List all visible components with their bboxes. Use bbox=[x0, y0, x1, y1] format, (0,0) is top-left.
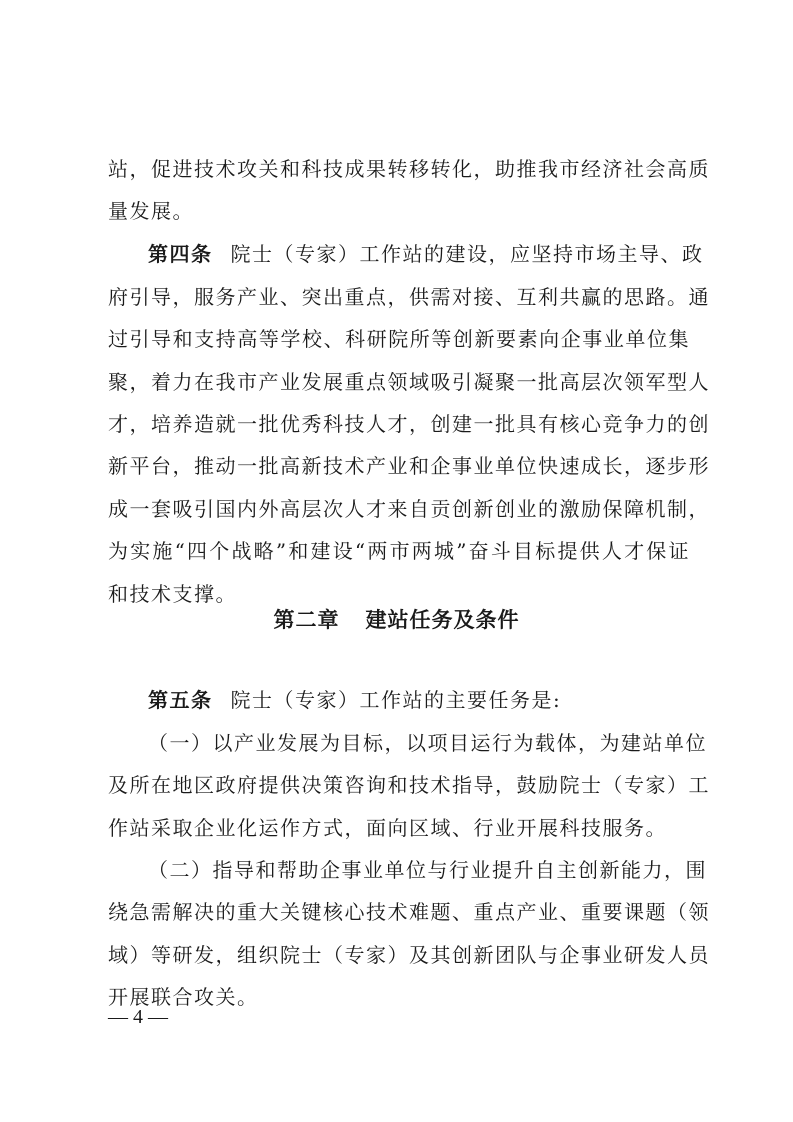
article-4-text: 院士（专家）工作站的建设，应坚持市场主导、政 bbox=[230, 242, 704, 266]
article-5-intro: 院士（专家）工作站的主要任务是: bbox=[230, 688, 562, 712]
chapter-title: 建站任务及条件 bbox=[365, 608, 520, 632]
article-4-first-line bbox=[148, 240, 704, 268]
article-5-label: 第五条 bbox=[148, 688, 213, 712]
item-1-line: 作站采取企业化运作方式，面向区域、行业开展科技服务。 bbox=[108, 816, 667, 840]
paragraph-line: 和技术支撑。 bbox=[108, 582, 237, 606]
paragraph-line: 过引导和支持高等学校、科研院所等创新要素向企事业单位集 bbox=[108, 327, 690, 351]
paragraph-line: 量发展。 bbox=[108, 199, 194, 223]
item-1-line: （一）以产业发展为目标，以项目运行为载体，为建站单位 bbox=[148, 731, 707, 755]
item-1-line: 及所在地区政府提供决策咨询和技术指导，鼓励院士（专家）工 bbox=[108, 773, 710, 797]
paragraph-line: 新平台，推动一批高新技术产业和企事业单位快速成长，逐步形 bbox=[108, 454, 710, 478]
paragraph-line: 为实施“四个战略”和建设“两市两城”奋斗目标提供人才保证 bbox=[108, 539, 690, 563]
item-2-line: 域）等研发，组织院士（专家）及其创新团队与企事业研发人员 bbox=[108, 943, 710, 967]
item-2-line: 开展联合攻关。 bbox=[108, 985, 259, 1009]
item-2-line: （二）指导和帮助企事业单位与行业提升自主创新能力，围 bbox=[148, 858, 707, 882]
article-5-line bbox=[148, 686, 690, 714]
paragraph-line: 成一套吸引国内外高层次人才来自贡创新创业的激励保障机制， bbox=[108, 497, 710, 521]
item-2-line: 绕急需解决的重大关键核心技术难题、重点产业、重要课题（领 bbox=[108, 900, 710, 924]
page-number: — 4 — bbox=[108, 1006, 168, 1028]
paragraph-line: 站，促进技术攻关和科技成果转移转化，助推我市经济社会高质 bbox=[108, 157, 710, 181]
paragraph-line: 聚，着力在我市产业发展重点领域吸引凝聚一批高层次领军型人 bbox=[108, 370, 710, 394]
article-4-label: 第四条 bbox=[148, 242, 213, 266]
chapter-number: 第二章 bbox=[273, 608, 340, 632]
chapter-heading bbox=[0, 606, 793, 634]
paragraph-line: 才，培养造就一批优秀科技人才，创建一批具有核心竞争力的创 bbox=[108, 412, 710, 436]
paragraph-line: 府引导，服务产业、突出重点，供需对接、互利共赢的思路。通 bbox=[108, 285, 710, 309]
